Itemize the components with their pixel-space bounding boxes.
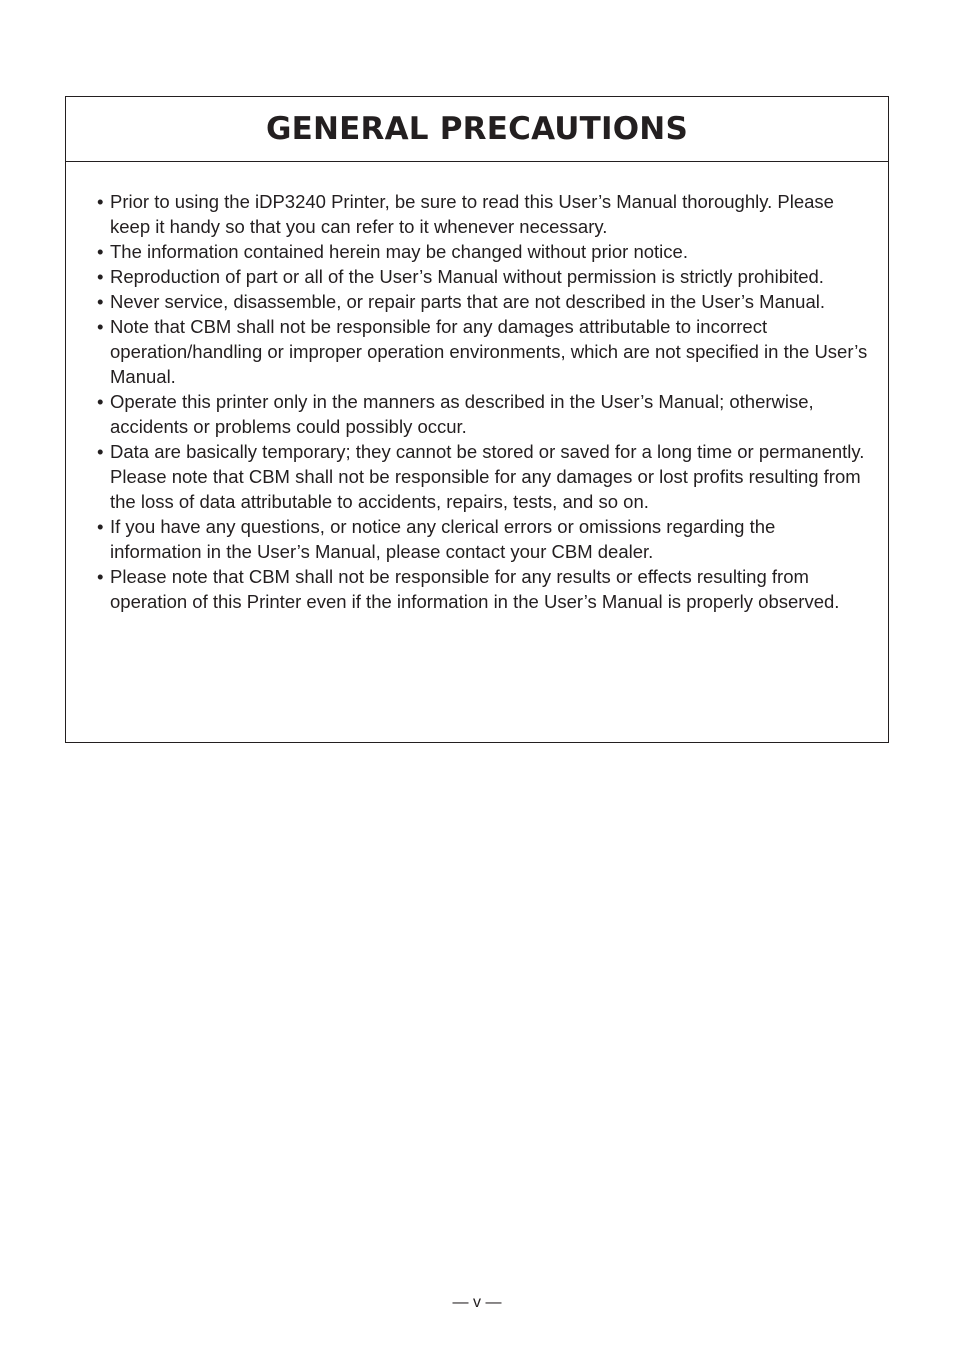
bullet-icon: • xyxy=(97,566,104,587)
list-item-text: If you have any questions, or notice any clerical errors or omissions regarding the information in the User’s Manual, please contact your CBM dealer. xyxy=(110,516,776,562)
list-item-text: Data are basically temporary; they cannot be stored or saved for a long time or permanently. Please note that CBM shall not be responsible for any damages or lost profits resulting from the loss of data attributable to accidents, repairs, tests, and so on. xyxy=(110,441,865,512)
bullet-icon: • xyxy=(97,241,104,262)
precautions-header xyxy=(66,97,888,162)
list-item xyxy=(66,314,888,389)
bullet-icon: • xyxy=(97,316,104,337)
list-item xyxy=(66,439,888,514)
bullet-icon: • xyxy=(97,291,104,312)
page-number: — v — xyxy=(452,1294,502,1311)
list-item-text: Note that CBM shall not be responsible for any damages attributable to incorrect operation/handling or improper operation environments, which are not specified in the User’s Manual. xyxy=(110,316,868,387)
list-item xyxy=(66,514,888,564)
list-item-text: Prior to using the iDP3240 Printer, be sure to read this User’s Manual thoroughly. Please keep it handy so that you can refer to it whenever necessary. xyxy=(110,191,834,237)
list-item xyxy=(66,289,888,314)
list-item xyxy=(66,239,888,264)
list-item-text: Reproduction of part or all of the User’s Manual without permission is strictly prohibited. xyxy=(110,266,824,287)
bullet-icon: • xyxy=(97,191,104,212)
list-item-text: The information contained herein may be changed without prior notice. xyxy=(110,241,688,262)
precautions-list xyxy=(66,162,888,614)
list-item xyxy=(66,189,888,239)
page-title: GENERAL PRECAUTIONS xyxy=(266,110,688,147)
list-item-text: Operate this printer only in the manners as described in the User’s Manual; otherwise, accidents or problems could possibly occur. xyxy=(110,391,814,437)
list-item-text: Never service, disassemble, or repair parts that are not described in the User’s Manual. xyxy=(110,291,825,312)
bullet-icon: • xyxy=(97,266,104,287)
bullet-icon: • xyxy=(97,441,104,462)
bullet-icon: • xyxy=(97,516,104,537)
list-item xyxy=(66,389,888,439)
list-item xyxy=(66,564,888,614)
list-item-text: Please note that CBM shall not be responsible for any results or effects resulting from operation of this Printer even if the information in the User’s Manual is properly observed. xyxy=(110,566,840,612)
precautions-box xyxy=(65,96,889,743)
list-item xyxy=(66,264,888,289)
bullet-icon: • xyxy=(97,391,104,412)
